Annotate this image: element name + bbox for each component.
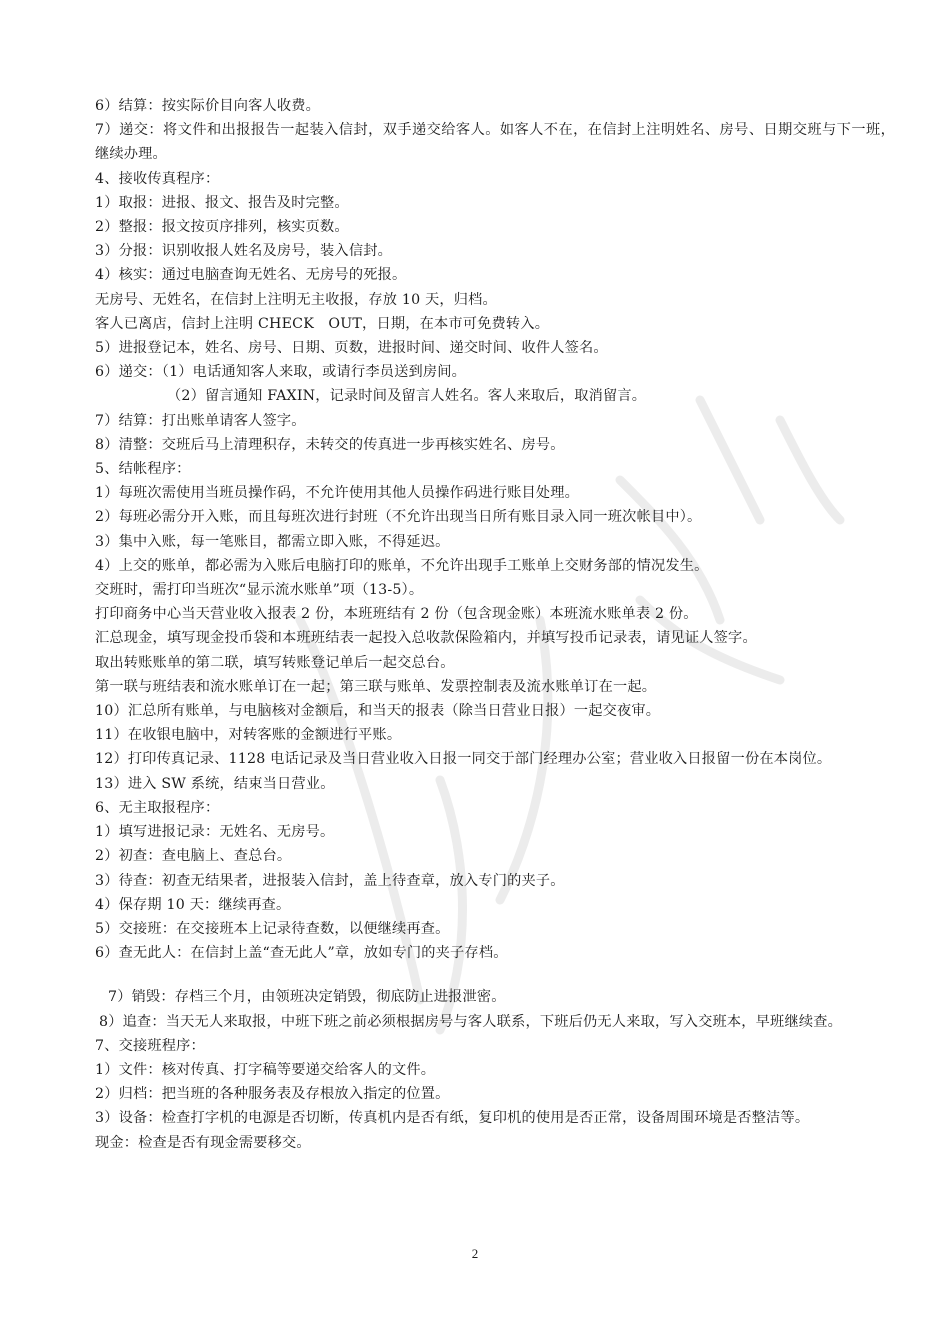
line-fax-register: 5）进报登记本，姓名、房号、日期、页数，进报时间、递交时间、收件人签名。 [95, 340, 608, 357]
line-fax-settle: 7）结算：打出账单请客人签字。 [95, 412, 306, 429]
line-checkout-shift: 交班时，需打印当班次“显示流水账单”项（13-5）。 [95, 582, 424, 599]
line-unclaimed-1: 1）填写进报记录：无姓名、无房号。 [95, 824, 335, 841]
line-checkout-13: 13）进入 SW 系统，结束当日营业。 [95, 775, 335, 792]
document-body [95, 94, 895, 1155]
line-checkout-cash: 汇总现金，填写现金投币袋和本班班结表一起投入总收款保险箱内，并填写投币记录表，请见证人签字。 [95, 630, 757, 647]
line-handover-1: 1）文件：核对传真、打字稿等要递交给客人的文件。 [95, 1061, 436, 1078]
line-checkout-2: 2）每班必需分开入账，而且每班次进行封班（不允许出现当日所有账目录入同一班次帐目中）。 [95, 509, 702, 526]
line-fax-deliver-1: 6）递交：（1）电话通知客人来取，或请行李员送到房间。 [95, 364, 467, 381]
line-checkout-3: 3）集中入账，每一笔账目，都需立即入账，不得延迟。 [95, 533, 450, 550]
line-handover-cash: 现金：检查是否有现金需要移交。 [95, 1134, 311, 1151]
line-checkout-10: 10）汇总所有账单，与电脑核对金额后，和当天的报表（除当日营业日报）一起交夜审。 [95, 703, 661, 720]
line-fax-deliver-2: （2）留言通知 FAXIN，记录时间及留言人姓名。客人来取后，取消留言。 [167, 388, 647, 405]
line-unclaimed-2: 2）初查：查电脑上、查总台。 [95, 848, 292, 865]
line-fax-sort: 2）整报：报文按页序排列，核实页数。 [95, 219, 349, 236]
line-delivery: 7）递交：将文件和出报报告一起装入信封，双手递交给客人。如客人不在，在信封上注明姓名、房号、日期交班与下一班，继续办理。 [95, 122, 895, 163]
line-unclaimed-6: 6）查无此人：在信封上盖“查无此人”章，放如专门的夹子存档。 [95, 945, 508, 962]
line-fax-checkout: 客人已离店，信封上注明 CHECK OUT，日期，在本市可免费转入。 [95, 315, 550, 332]
section-heading-fax-receive: 4、接收传真程序： [95, 170, 220, 187]
line-checkout-11: 11）在收银电脑中，对转客账的金额进行平账。 [95, 727, 402, 744]
line-fax-no-owner: 无房号、无姓名，在信封上注明无主收报，存放 10 天，归档。 [95, 291, 497, 308]
section-heading-unclaimed: 6、无主取报程序： [95, 799, 220, 816]
line-fax-clean: 8）清整：交班后马上清理积存，未转交的传真进一步再核实姓名、房号。 [95, 436, 565, 453]
line-fax-collect: 1）取报：进报、报文、报告及时完整。 [95, 194, 349, 211]
line-checkout-print: 打印商务中心当天营业收入报表 2 份，本班班结有 2 份（包含现金账）本班流水账单表 2 份。 [95, 606, 698, 623]
section-heading-checkout: 5、结帐程序： [95, 461, 191, 478]
page-number: 2 [471, 1246, 479, 1261]
line-unclaimed-4: 4）保存期 10 天：继续再查。 [95, 896, 291, 913]
section-heading-handover: 7、交接班程序： [95, 1037, 205, 1054]
line-checkout-bind: 第一联与班结表和流水账单订在一起；第三联与账单、发票控制表及流水账单订在一起。 [95, 678, 657, 695]
line-fax-distribute: 3）分报：识别收报人姓名及房号，装入信封。 [95, 243, 392, 260]
line-unclaimed-7: 7）销毁：存档三个月，由领班决定销毁，彻底防止进报泄密。 [108, 989, 506, 1006]
line-checkout-1: 1）每班次需使用当班员操作码，不允许使用其他人员操作码进行账目处理。 [95, 485, 580, 502]
line-checkout-12: 12）打印传真记录、1128 电话记录及当日营业收入日报一同交于部门经理办公室；营业收入日报留一份在本岗位。 [95, 751, 832, 768]
line-checkout-4: 4）上交的账单，都必需为入账后电脑打印的账单，不允许出现手工账单上交财务部的情况发生。 [95, 557, 709, 574]
line-unclaimed-3: 3）待查：初查无结果者，进报装入信封，盖上待查章，放入专门的夹子。 [95, 872, 565, 889]
line-checkout-transfer: 取出转账账单的第二联，填写转账登记单后一起交总台。 [95, 654, 455, 671]
line-unclaimed-8: 8）追查：当天无人来取报，中班下班之前必须根据房号与客人联系，下班后仍无人来取，写入交班本，早班继续查。 [99, 1013, 842, 1030]
line-settlement: 6）结算：按实际价目向客人收费。 [95, 98, 321, 114]
line-fax-verify: 4）核实：通过电脑查询无姓名、无房号的死报。 [95, 267, 407, 284]
line-handover-3: 3）设备：检查打字机的电源是否切断，传真机内是否有纸，复印机的使用是否正常，设备周围环境是否整洁等。 [95, 1110, 810, 1127]
line-unclaimed-5: 5）交接班：在交接班本上记录待查数，以便继续再查。 [95, 920, 450, 937]
line-handover-2: 2）归档：把当班的各种服务表及存根放入指定的位置。 [95, 1086, 450, 1103]
